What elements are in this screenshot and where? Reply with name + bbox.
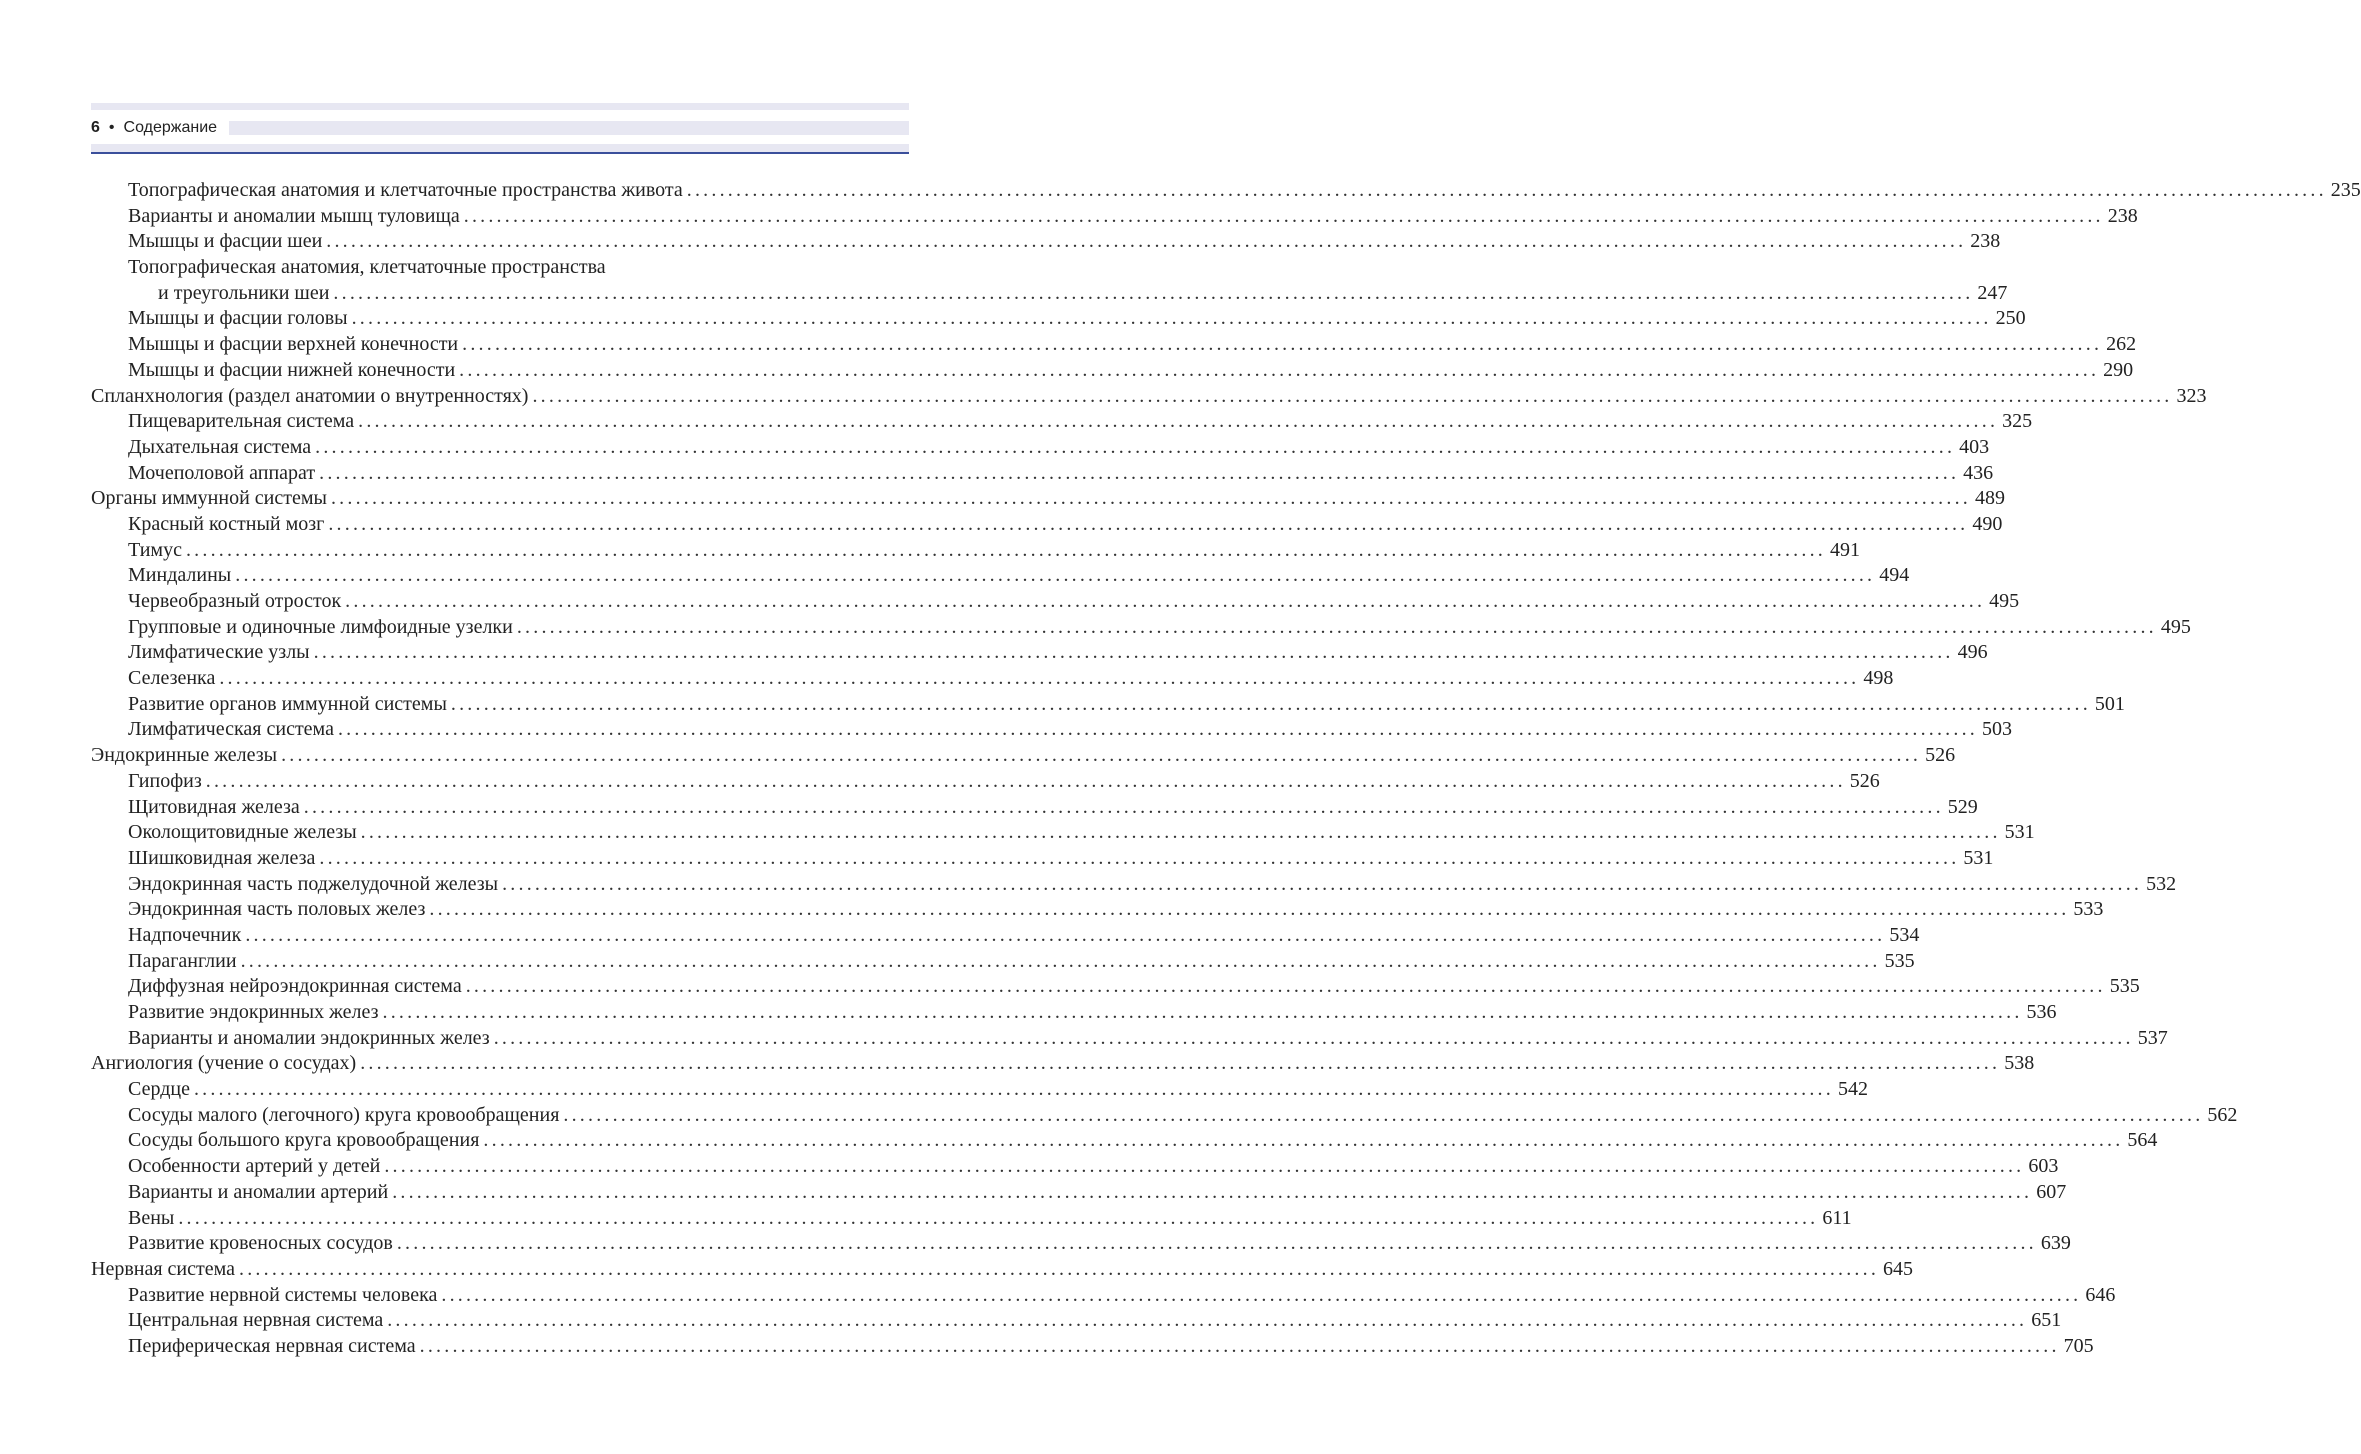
dot-leader: ........................................................................................................................................................................................................ <box>337 718 1978 741</box>
toc-entry-page: 645 <box>1883 1257 1914 1280</box>
toc-entry-page: 325 <box>2002 410 2033 433</box>
toc-entry-title: Топографическая анатомия, клетчаточные пространства <box>128 256 606 279</box>
toc-entry-title: Мышцы и фасции верхней конечности <box>128 333 459 356</box>
table-of-contents <box>91 178 2361 1360</box>
toc-entry-title: Спланхнология (раздел анатомии о внутренностях) <box>91 384 529 407</box>
dot-leader: ........................................................................................................................................................................................................ <box>333 281 1974 304</box>
toc-entry[interactable] <box>91 1308 2062 1334</box>
toc-entry-page: 490 <box>1972 512 2003 535</box>
toc-entry-title: Развитие эндокринных желез <box>128 1001 379 1023</box>
toc-entry-page: 495 <box>1989 590 2020 612</box>
dot-leader: ........................................................................................................................................................................................................ <box>313 641 1954 664</box>
dot-leader: ........................................................................................................................................................................................................ <box>392 1180 2033 1203</box>
dot-leader: ........................................................................................................................................................................................................ <box>429 898 2070 921</box>
toc-entry[interactable] <box>91 178 2361 204</box>
toc-entry-title: Дыхательная система <box>128 435 312 458</box>
toc-entry-page: 496 <box>1957 641 1988 664</box>
toc-entry-page: 535 <box>2109 975 2140 998</box>
dot-leader: ........................................................................................................................................................................................................ <box>303 795 1944 818</box>
dot-leader: ........................................................................................................................................................................................................ <box>239 1257 1880 1280</box>
toc-entry-title: Органы иммунной системы <box>91 487 327 510</box>
toc-entry-title: Параганглии <box>128 949 237 972</box>
header-bullet: • <box>108 119 115 136</box>
dot-leader: ........................................................................................................................................................................................................ <box>328 512 1969 535</box>
dot-leader: ........................................................................................................................................................................................................ <box>345 590 1986 612</box>
dot-leader: ........................................................................................................................................................................................................ <box>459 358 2100 381</box>
dot-leader: ........................................................................................................................................................................................................ <box>219 667 1860 690</box>
toc-entry-page: 536 <box>2026 1001 2057 1023</box>
dot-leader: ........................................................................................................................................................................................................ <box>245 923 1886 946</box>
toc-entry-title: Тимус <box>128 538 182 561</box>
toc-entry-title: Мышцы и фасции головы <box>128 307 348 330</box>
dot-leader: ........................................................................................................................................................................................................ <box>315 435 1956 458</box>
toc-entry[interactable] <box>91 563 1910 589</box>
toc-entry-page: 235 <box>2330 179 2361 201</box>
toc-entry[interactable] <box>91 949 1915 975</box>
toc-entry[interactable] <box>91 717 2012 743</box>
toc-entry[interactable] <box>91 615 2191 641</box>
toc-entry[interactable] <box>91 306 2026 332</box>
toc-entry[interactable] <box>91 229 2001 255</box>
dot-leader: ........................................................................................................................................................................................................ <box>465 975 2106 998</box>
toc-entry[interactable] <box>91 666 1894 692</box>
toc-entry-page: 534 <box>1889 923 1920 946</box>
toc-entry-page: 491 <box>1829 538 1860 561</box>
toc-entry[interactable] <box>91 974 2140 1000</box>
dot-leader: ........................................................................................................................................................................................................ <box>235 564 1876 587</box>
toc-entry-title: Пищеварительная система <box>128 410 355 433</box>
toc-entry[interactable] <box>91 1257 1914 1283</box>
toc-entry-title: Варианты и аномалии эндокринных желез <box>128 1026 490 1049</box>
toc-entry[interactable] <box>91 820 2035 846</box>
toc-entry-title: Развитие органов иммунной системы <box>128 692 447 715</box>
dot-leader: ........................................................................................................................................................................................................ <box>351 307 1992 330</box>
toc-entry-page: 531 <box>2004 821 2035 844</box>
toc-entry-page: 533 <box>2073 898 2104 921</box>
toc-entry-page: 503 <box>1981 718 2012 741</box>
toc-entry-page: 495 <box>2160 615 2191 638</box>
dot-leader: ........................................................................................................................................................................................................ <box>281 744 1922 767</box>
toc-entry-title: Мышцы и фасции нижней конечности <box>128 358 456 381</box>
dot-leader: ........................................................................................................................................................................................................ <box>382 1001 2023 1023</box>
toc-entry[interactable] <box>91 1206 1852 1232</box>
toc-entry-page: 238 <box>2107 204 2138 227</box>
toc-entry-title: Селезенка <box>128 667 216 690</box>
toc-entry-page: 403 <box>1959 435 1990 458</box>
toc-entry-page: 526 <box>1925 744 1956 767</box>
toc-entry-title: Варианты и аномалии артерий <box>128 1180 389 1203</box>
toc-entry-page: 611 <box>1822 1206 1852 1229</box>
header-rule <box>91 152 909 154</box>
toc-entry-page: 639 <box>2040 1232 2071 1255</box>
dot-leader: ........................................................................................................................................................................................................ <box>563 1103 2204 1126</box>
dot-leader: ........................................................................................................................................................................................................ <box>326 230 1967 253</box>
toc-entry-title: Сосуды малого (легочного) круга кровообращения <box>128 1103 560 1126</box>
toc-entry[interactable] <box>91 204 2138 230</box>
dot-leader: ........................................................................................................................................................................................................ <box>483 1129 2124 1152</box>
toc-entry-page: 705 <box>2063 1334 2094 1357</box>
toc-entry-title: Червеобразный отросток <box>128 590 342 612</box>
dot-leader: ........................................................................................................................................................................................................ <box>330 487 1971 510</box>
toc-entry-page: 250 <box>1995 307 2026 330</box>
toc-entry-page: 501 <box>2094 692 2125 715</box>
toc-entry[interactable] <box>91 1334 2094 1360</box>
toc-entry-page: 542 <box>1837 1078 1868 1101</box>
toc-entry-title: Эндокринные железы <box>91 744 278 767</box>
dot-leader: ........................................................................................................................................................................................................ <box>462 333 2103 356</box>
toc-entry-title: Периферическая нервная система <box>128 1334 416 1357</box>
toc-entry[interactable] <box>91 409 2033 435</box>
toc-entry[interactable] <box>91 332 2137 358</box>
toc-entry[interactable] <box>91 512 2003 538</box>
toc-entry-page: 489 <box>1974 487 2005 510</box>
toc-entry-title: Лимфатические узлы <box>128 641 310 664</box>
toc-entry[interactable] <box>91 1283 2116 1309</box>
toc-entry-title: Варианты и аномалии мышц туловища <box>128 204 460 227</box>
toc-entry[interactable] <box>91 769 1880 795</box>
toc-entry-page: 436 <box>1963 461 1994 484</box>
toc-entry-page: 532 <box>2146 872 2177 895</box>
toc-entry-title: Ангиология (учение о сосудах) <box>91 1052 357 1075</box>
toc-entry-page: 646 <box>2085 1283 2116 1306</box>
toc-entry-title: Миндалины <box>128 564 232 587</box>
dot-leader: ........................................................................................................................................................................................................ <box>360 821 2001 844</box>
toc-entry-page: 538 <box>2004 1052 2035 1075</box>
toc-entry-title: Сосуды большого круга кровообращения <box>128 1129 480 1152</box>
dot-leader: ........................................................................................................................................................................................................ <box>240 949 1881 972</box>
toc-entry-title: и треугольники шеи <box>158 281 330 304</box>
toc-entry-page: 323 <box>2176 384 2207 407</box>
toc-entry-page: 531 <box>1963 846 1994 869</box>
toc-entry-page: 262 <box>2106 333 2137 356</box>
toc-entry[interactable] <box>91 486 2005 512</box>
dot-leader: ........................................................................................................................................................................................................ <box>360 1052 2001 1075</box>
dot-leader: ........................................................................................................................................................................................................ <box>516 615 2157 638</box>
dot-leader: ........................................................................................................................................................................................................ <box>319 846 1960 869</box>
toc-entry-title: Сердце <box>128 1078 190 1101</box>
toc-entry[interactable] <box>91 384 2207 410</box>
dot-leader: ........................................................................................................................................................................................................ <box>319 461 1960 484</box>
toc-entry-page: 562 <box>2207 1103 2238 1126</box>
dot-leader: ........................................................................................................................................................................................................ <box>463 204 2104 227</box>
toc-entry-title: Околощитовидные железы <box>128 821 357 844</box>
dot-leader: ........................................................................................................................................................................................................ <box>358 410 1999 433</box>
toc-entry-page: 526 <box>1849 769 1880 792</box>
toc-entry-title: Щитовидная железа <box>128 795 300 818</box>
toc-entry-title: Эндокринная часть половых желез <box>128 898 426 921</box>
toc-entry-page: 651 <box>2031 1309 2062 1332</box>
toc-entry[interactable] <box>91 923 1920 949</box>
toc-entry-title: Мышцы и фасции шеи <box>128 230 323 253</box>
toc-entry[interactable] <box>91 255 909 281</box>
toc-entry[interactable] <box>91 1000 2057 1026</box>
toc-entry-page: 494 <box>1879 564 1910 587</box>
toc-entry[interactable] <box>91 1128 2158 1154</box>
dot-leader: ........................................................................................................................................................................................................ <box>450 692 2091 715</box>
toc-entry-page: 290 <box>2103 358 2134 381</box>
toc-entry[interactable] <box>91 461 1994 487</box>
toc-entry-page: 498 <box>1863 667 1894 690</box>
toc-entry-title: Шишковидная железа <box>128 846 316 869</box>
toc-entry[interactable] <box>91 435 1990 461</box>
toc-entry[interactable] <box>91 538 1860 564</box>
toc-entry-title: Гипофиз <box>128 769 202 792</box>
toc-entry-title: Эндокринная часть поджелудочной железы <box>128 872 499 895</box>
toc-entry-page: 529 <box>1947 795 1978 818</box>
toc-entry[interactable] <box>91 589 2020 615</box>
toc-entry-title: Топографическая анатомия и клетчаточные пространства живота <box>128 179 683 201</box>
toc-entry[interactable] <box>91 1077 1868 1103</box>
dot-leader: ........................................................................................................................................................................................................ <box>178 1206 1819 1229</box>
toc-entry[interactable] <box>91 795 1978 821</box>
toc-entry-title: Центральная нервная система <box>128 1309 384 1332</box>
toc-entry-page: 537 <box>2137 1026 2168 1049</box>
toc-entry[interactable] <box>91 897 2104 923</box>
toc-entry[interactable] <box>91 846 1994 872</box>
header-band-top <box>91 103 909 110</box>
toc-entry[interactable] <box>91 692 2125 718</box>
toc-entry[interactable] <box>91 640 1988 666</box>
dot-leader: ........................................................................................................................................................................................................ <box>419 1334 2060 1357</box>
toc-entry[interactable] <box>91 358 2134 384</box>
header-band-bottom <box>91 144 909 152</box>
toc-entry[interactable] <box>91 1231 2071 1257</box>
toc-entry-page: 238 <box>1970 230 2001 253</box>
dot-leader: ........................................................................................................................................................................................................ <box>532 384 2173 407</box>
toc-entry-title: Мочеполовой аппарат <box>128 461 316 484</box>
toc-entry-page: 607 <box>2036 1180 2067 1203</box>
dot-leader: ........................................................................................................................................................................................................ <box>205 769 1846 792</box>
toc-entry[interactable] <box>91 1103 2238 1129</box>
toc-entry-page: 247 <box>1977 281 2008 304</box>
toc-entry-title: Диффузная нейроэндокринная система <box>128 975 462 998</box>
section-title: Содержание <box>123 119 218 136</box>
dot-leader: ........................................................................................................................................................................................................ <box>185 538 1826 561</box>
toc-entry-title: Нервная система <box>91 1257 236 1280</box>
toc-entry[interactable] <box>91 281 2008 307</box>
toc-entry-title: Развитие кровеносных сосудов <box>128 1232 393 1255</box>
header-band-fill <box>229 121 909 135</box>
toc-entry-page: 535 <box>1884 949 1915 972</box>
running-header <box>91 117 909 139</box>
dot-leader: ........................................................................................................................................................................................................ <box>441 1283 2082 1306</box>
toc-entry[interactable] <box>91 743 1956 769</box>
dot-leader: ........................................................................................................................................................................................................ <box>193 1078 1834 1101</box>
toc-entry-title: Групповые и одиночные лимфоидные узелки <box>128 615 513 638</box>
toc-entry[interactable] <box>91 1154 2059 1180</box>
toc-entry[interactable] <box>91 1180 2067 1206</box>
dot-leader: ........................................................................................................................................................................................................ <box>387 1309 2028 1332</box>
dot-leader: ........................................................................................................................................................................................................ <box>502 872 2143 895</box>
toc-entry-title: Вены <box>128 1206 175 1229</box>
toc-entry-title: Особенности артерий у детей <box>128 1155 381 1178</box>
toc-entry[interactable] <box>91 872 2177 898</box>
dot-leader: ........................................................................................................................................................................................................ <box>396 1232 2037 1255</box>
toc-entry-title: Развитие нервной системы человека <box>128 1283 438 1306</box>
toc-entry-title: Красный костный мозг <box>128 512 325 535</box>
page-number: 6 <box>91 119 100 136</box>
toc-entry-page: 564 <box>2127 1129 2158 1152</box>
dot-leader: ........................................................................................................................................................................................................ <box>686 179 2327 201</box>
toc-entry[interactable] <box>91 1051 2035 1077</box>
toc-entry-page: 603 <box>2028 1155 2059 1178</box>
toc-entry-title: Лимфатическая система <box>128 718 334 741</box>
toc-entry-title: Надпочечник <box>128 923 242 946</box>
dot-leader: ........................................................................................................................................................................................................ <box>493 1026 2134 1049</box>
dot-leader: ........................................................................................................................................................................................................ <box>384 1155 2025 1178</box>
toc-entry[interactable] <box>91 1026 2168 1052</box>
